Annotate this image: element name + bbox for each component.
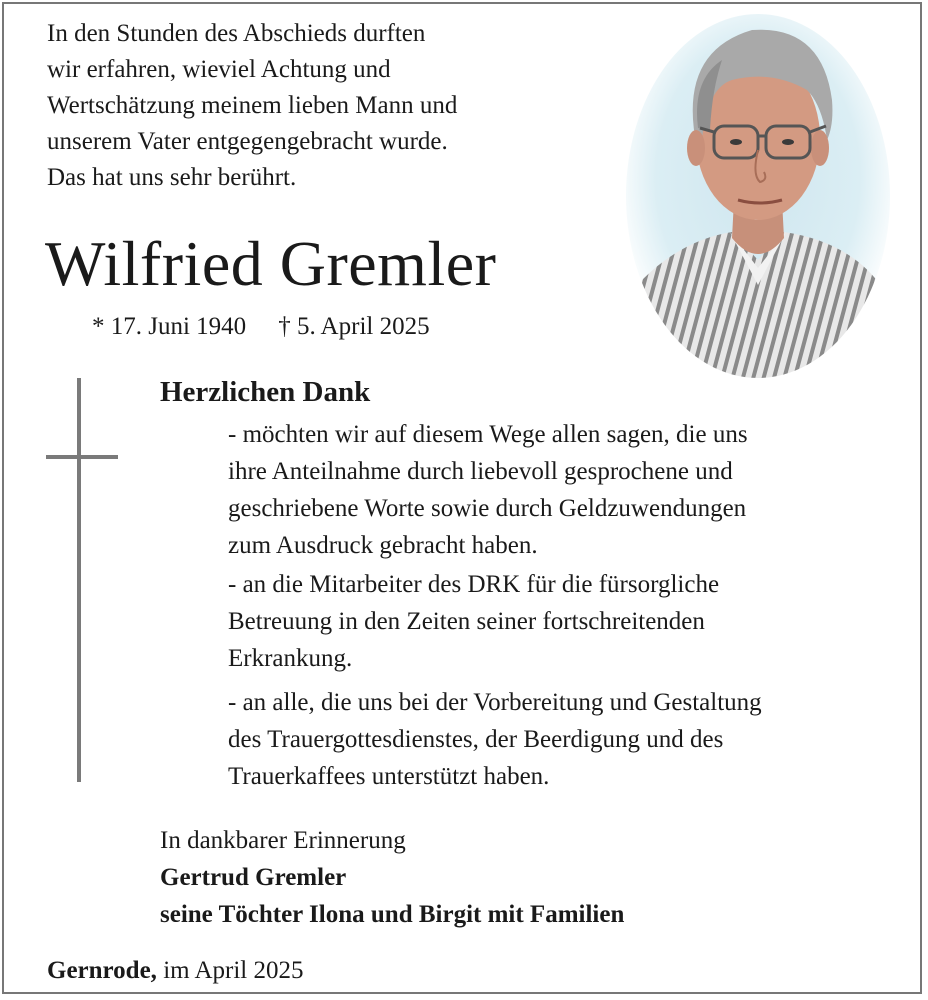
thanks-paragraph <box>228 416 908 564</box>
paragraph-line: des Trauergottesdienstes, der Beerdigung und des <box>228 726 724 753</box>
intro-line: In den Stunden des Abschieds durften <box>47 20 426 47</box>
closing-intro: In dankbarer Erinnerung <box>160 827 406 854</box>
cross-horizontal-bar <box>46 455 118 459</box>
cross-vertical-bar <box>77 378 81 782</box>
intro-line: Wertschätzung meinem lieben Mann und <box>47 92 458 119</box>
place-month: im April 2025 <box>163 957 304 984</box>
intro-line: wir erfahren, wieviel Achtung und <box>47 56 391 83</box>
thanks-paragraph <box>228 566 908 677</box>
intro-text <box>47 16 607 196</box>
thanks-paragraph <box>228 684 908 795</box>
deceased-name: Wilfried Gremler <box>45 228 497 299</box>
birth-date: * 17. Juni 1940 <box>92 313 247 340</box>
death-date: † 5. April 2025 <box>278 313 430 340</box>
place-date <box>47 953 303 989</box>
paragraph-line: Betreuung in den Zeiten seiner fortschreitenden <box>228 608 705 635</box>
intro-line: Das hat uns sehr berührt. <box>47 164 297 191</box>
paragraph-line: geschriebene Worte sowie durch Geldzuwendungen <box>228 495 747 522</box>
widow-name: Gertrud Gremler <box>160 864 347 891</box>
paragraph-line: - möchten wir auf diesem Wege allen sagen, die uns <box>228 421 748 448</box>
portrait-photo <box>622 10 894 382</box>
life-dates <box>92 310 430 344</box>
paragraph-line: - an die Mitarbeiter des DRK für die fürsorgliche <box>228 571 720 598</box>
closing-block <box>160 822 624 933</box>
paragraph-line: Erkrankung. <box>228 645 353 672</box>
intro-line: unserem Vater entgegengebracht wurde. <box>47 128 448 155</box>
paragraph-line: Trauerkaffees unterstützt haben. <box>228 763 550 790</box>
family-names: seine Töchter Ilona und Birgit mit Familien <box>160 901 625 928</box>
paragraph-line: - an alle, die uns bei der Vorbereitung und Gestaltung <box>228 689 762 716</box>
place-town: Gernrode, <box>47 957 157 984</box>
thanks-heading: Herzlichen Dank <box>160 376 371 408</box>
paragraph-line: zum Ausdruck gebracht haben. <box>228 532 538 559</box>
paragraph-line: ihre Anteilnahme durch liebevoll gesprochene und <box>228 458 733 485</box>
